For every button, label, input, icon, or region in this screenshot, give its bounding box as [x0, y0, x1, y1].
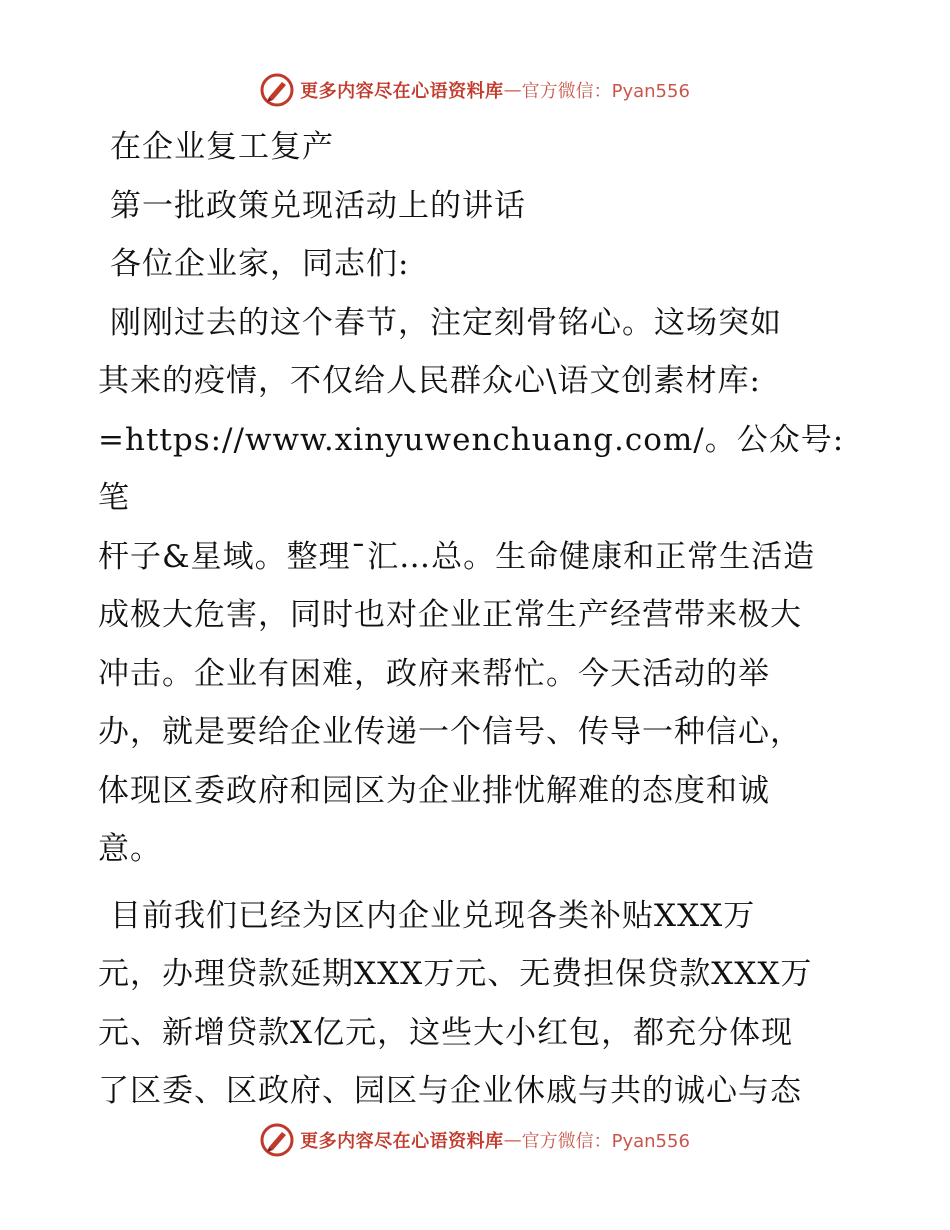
title-line-1: 在企业复工复产 [110, 129, 334, 165]
watermark-separator: — [503, 79, 522, 101]
paragraph-line: =https://www.xinyuwenchuang.com/。公众号: 笔 [98, 421, 845, 516]
paragraph-line: 杆子&星域。整理¯汇…总。生命健康和正常生活造 [98, 538, 816, 575]
paragraph-line: 元、新增贷款X亿元，这些大小红包，都充分体现 [98, 1014, 794, 1051]
pen-logo-icon [260, 1123, 294, 1157]
paragraph-line: 元，办理贷款延期XXX万元、无费担保贷款XXX万 [98, 956, 813, 992]
paragraph-line: 其来的疫情，不仅给人民群众心\语文创素材库: [98, 363, 761, 399]
salutation: 各位企业家，同志们: [110, 246, 410, 282]
watermark-footer [0, 1120, 950, 1160]
paragraph-line: 目前我们已经为区内企业兑现各类补贴XXX万 [110, 897, 756, 934]
paragraph-line: 刚刚过去的这个春节，注定刻骨铭心。这场突如 [110, 304, 782, 341]
paragraph-line: 体现区委政府和园区为企业排忧解难的态度和诚 [98, 772, 770, 809]
watermark-contact: 官方微信：Pyan556 [521, 1131, 690, 1152]
watermark-header [0, 70, 950, 110]
watermark-text: 更多内容尽在心语资料库 [300, 1131, 504, 1152]
watermark-text: 更多内容尽在心语资料库 [300, 81, 504, 102]
paragraph-1 [98, 294, 858, 879]
paragraph-line: 冲击。企业有困难，政府来帮忙。今天活动的举 [98, 655, 770, 692]
pen-logo-icon [260, 73, 294, 107]
document-body [98, 118, 858, 1121]
paragraph-line: 办，就是要给企业传递一个信号、传导一种信心， [98, 714, 802, 750]
paragraph-line: 成极大危害，同时也对企业正常生产经营带来极大 [98, 597, 802, 633]
paragraph-line: 了区委、区政府、园区与企业休戚与共的诚心与态 [98, 1073, 802, 1109]
title-line-2: 第一批政策兑现活动上的讲话 [110, 187, 526, 224]
paragraph-2 [98, 887, 858, 1121]
watermark-contact: 官方微信：Pyan556 [521, 81, 690, 102]
watermark-separator: — [503, 1129, 522, 1151]
paragraph-line: 意。 [98, 831, 162, 867]
